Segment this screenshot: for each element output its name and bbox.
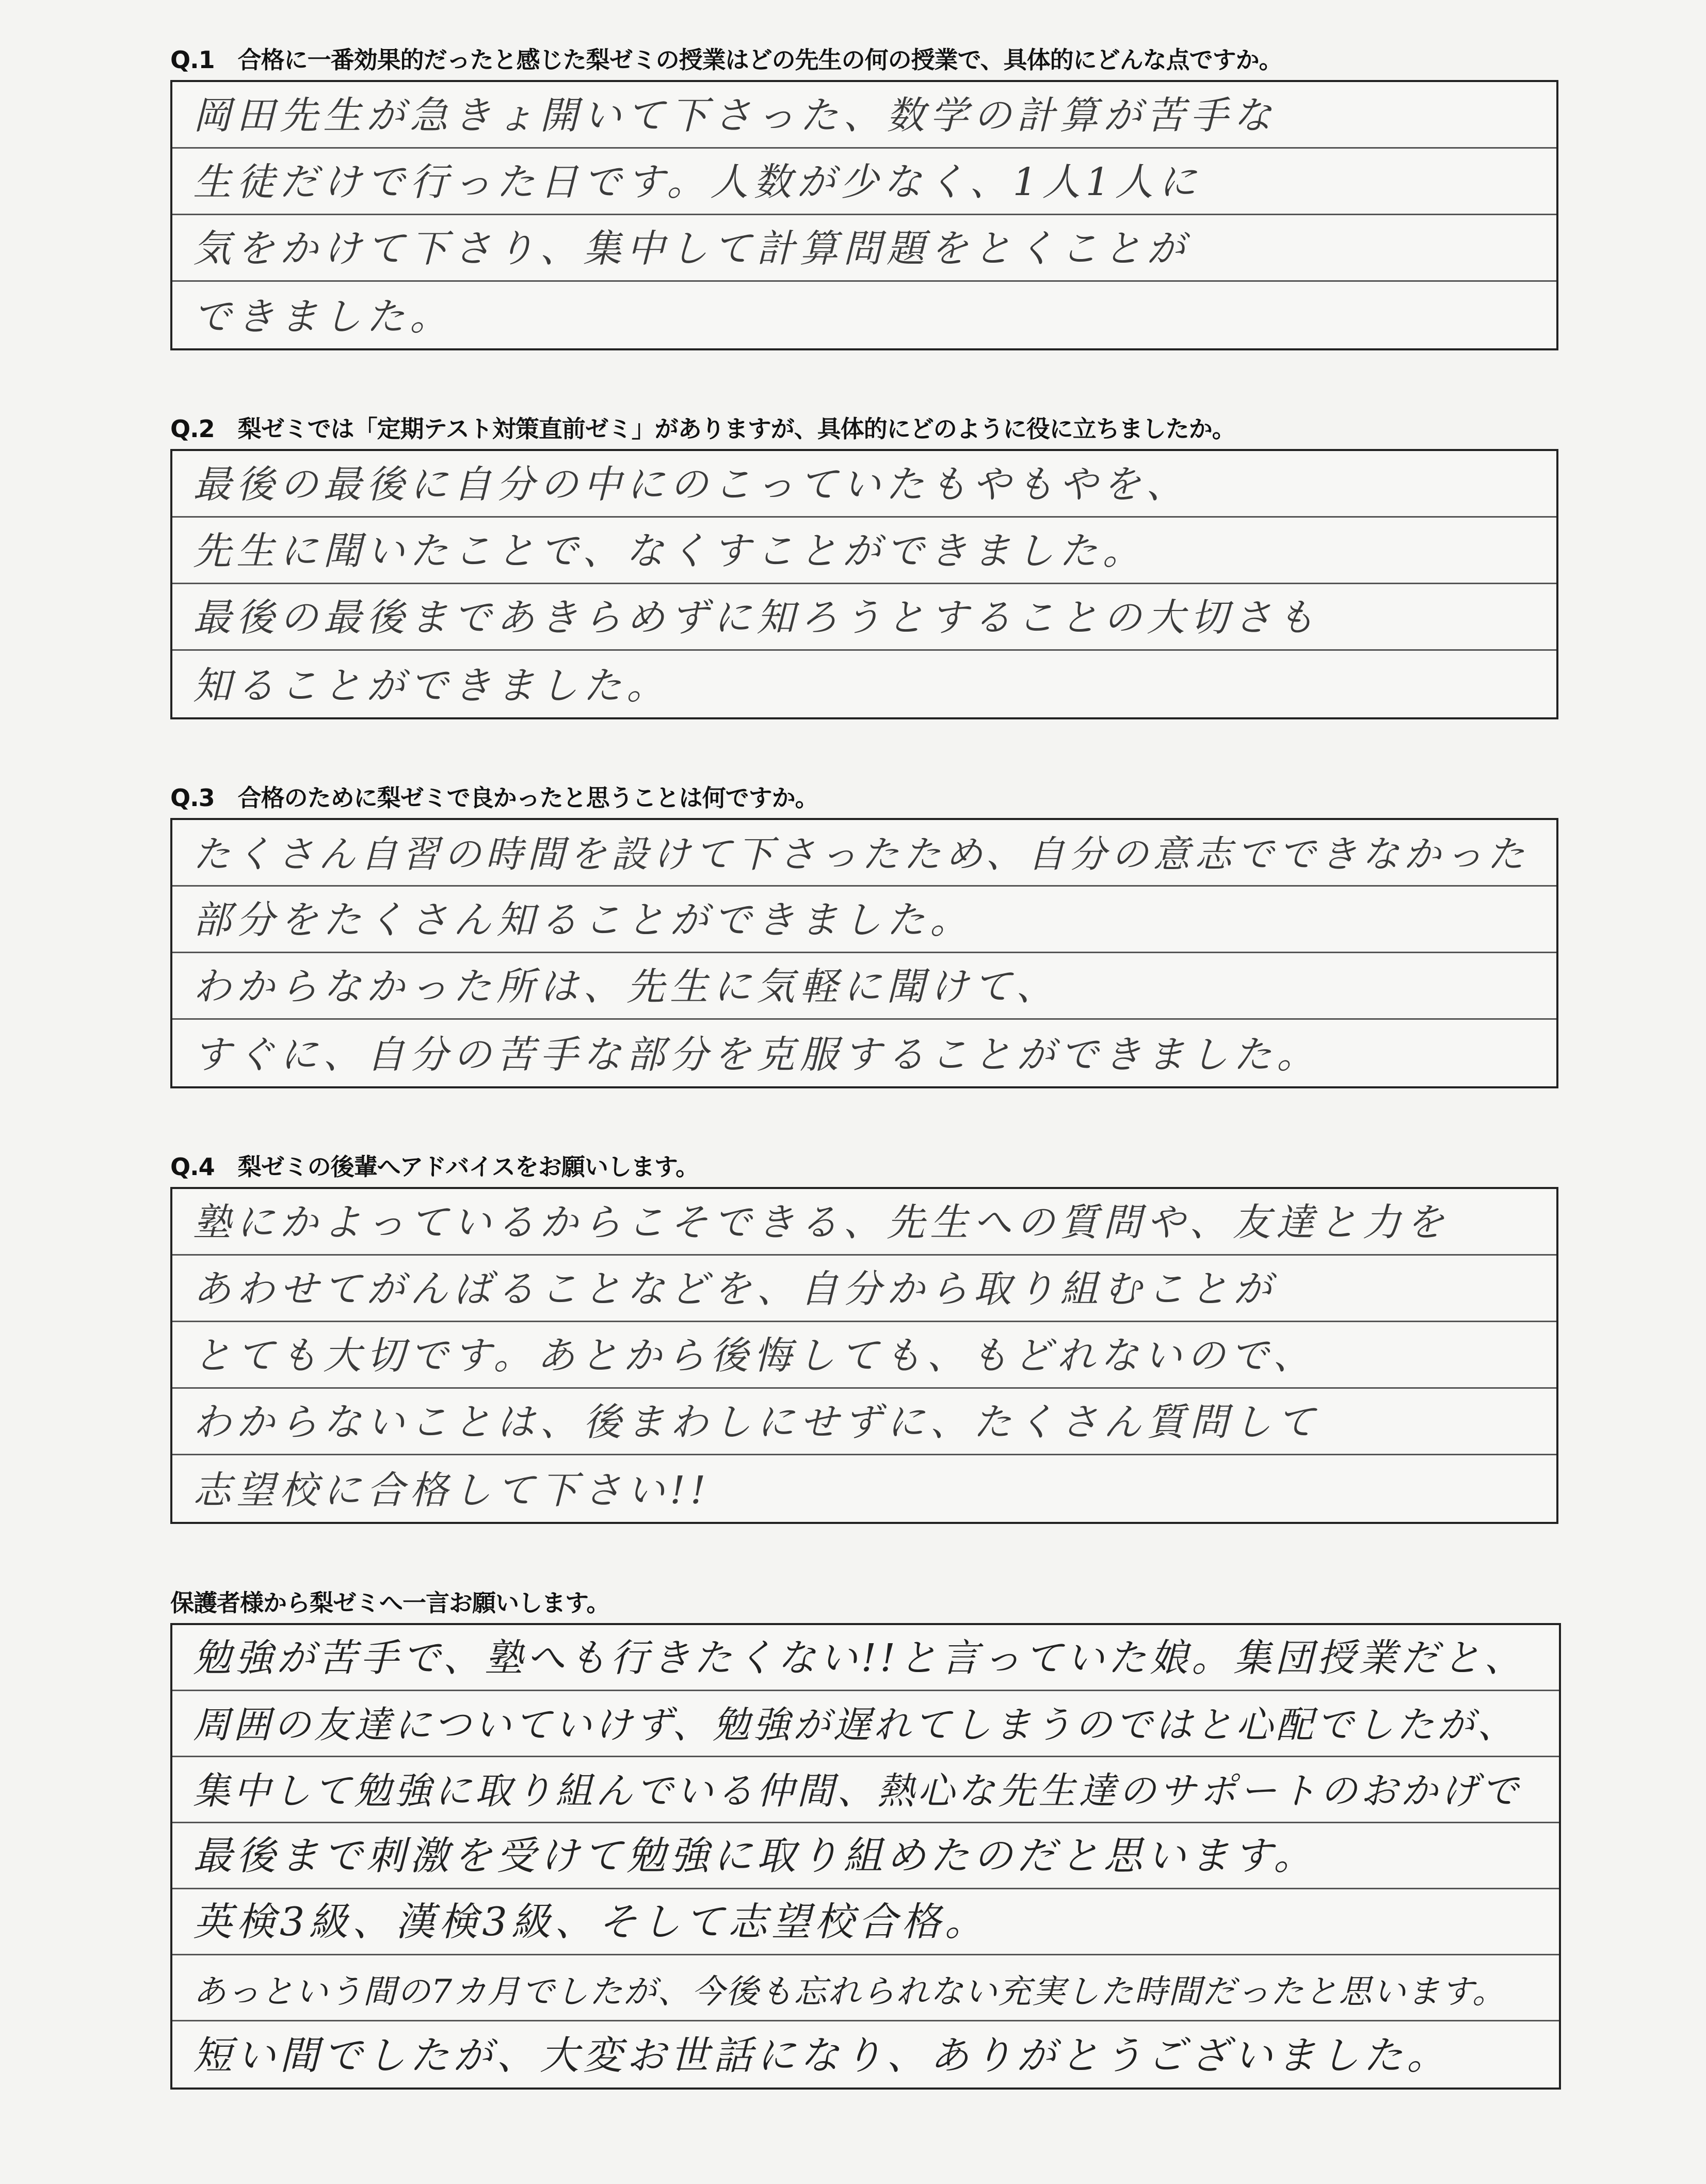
answer-line [172,518,1556,584]
handwritten-answer: 英検3級、漢検3級、そして志望校合格。 [193,1899,988,1945]
handwritten-answer: できました。 [193,295,453,339]
answer-line [172,887,1556,953]
handwritten-answer: とても大切です。あとから後悔しても、もどれないので、 [193,1334,1316,1378]
answer-line [172,1625,1559,1691]
handwritten-answer: 気をかけて下さり、集中して計算問題をとくことが [193,227,1190,271]
answer-line [172,651,1556,717]
answer-line [172,1455,1556,1522]
handwritten-answer: 短い間でしたが、大変お世話になり、ありがとうございました。 [193,2032,1450,2078]
answer-line [172,584,1556,651]
answer-line [172,149,1556,215]
handwritten-answer: 先生に聞いたことで、なくすことができました。 [193,529,1146,573]
question-heading-q2: Q.2 梨ゼミでは「定期テスト対策直前ゼミ」がありますが、具体的にどのように役に立ちましたか。 [170,415,1235,443]
answer-line [172,1189,1556,1256]
answer-line [172,451,1556,518]
answer-line [172,1757,1559,1823]
handwritten-answer: 塾にかよっているからこそできる、先生への質問や、友達と力を [193,1200,1450,1245]
handwritten-answer: 志望校に合格して下さい!! [193,1468,711,1513]
handwritten-answer: 勉強が苦手で、塾へも行きたくない!!と言っていた娘。集団授業だと、 [193,1636,1526,1680]
handwritten-answer: 最後の最後に自分の中にのこっていたもやもやを、 [193,462,1189,507]
handwritten-answer: 生徒だけで行った日です。人数が少なく、1人1人に [193,160,1202,204]
answer-line [172,1955,1559,2021]
answer-line [172,2021,1559,2087]
handwritten-answer: 岡田先生が急きょ開いて下さった、数学の計算が苦手な [193,93,1277,138]
question-heading-q3: Q.3 合格のために梨ゼミで良かったと思うことは何ですか。 [170,784,818,812]
handwritten-answer: 周囲の友達についていけず、勉強が遅れてしまうのではと心配でしたが、 [193,1703,1518,1746]
answer-line [172,282,1556,348]
answer-line [172,1020,1556,1086]
answer-box-q3 [170,818,1558,1088]
answer-line [172,1889,1559,1955]
handwritten-answer: わからないことは、後まわしにせずに、たくさん質問して [193,1400,1320,1444]
answer-line [172,1389,1556,1455]
question-heading-parent: 保護者様から梨ゼミへ一言お願いします。 [170,1589,610,1617]
answer-line [172,82,1556,149]
answer-line [172,953,1556,1020]
handwritten-answer: 集中して勉強に取り組んでいる仲間、熱心な先生達のサポートのおかげで [193,1769,1522,1812]
answer-line [172,1322,1556,1389]
answer-line [172,1691,1559,1757]
handwritten-answer: 最後まで刺激を受けて勉強に取り組めたのだと思います。 [193,1833,1317,1878]
answer-box-parent [170,1623,1561,2090]
answer-box-q1 [170,80,1558,350]
handwritten-answer: わからなかった所は、先生に気軽に聞けて、 [193,965,1059,1009]
answer-line [172,215,1556,282]
handwritten-answer: たくさん自習の時間を設けて下さったため、自分の意志でできなかった [193,832,1530,876]
answer-line [172,820,1556,887]
answer-line [172,1256,1556,1322]
handwritten-answer: 最後の最後まであきらめずに知ろうとすることの大切さも [193,596,1320,640]
question-heading-q1: Q.1 合格に一番効果的だったと感じた梨ゼミの授業はどの先生の何の授業で、具体的にどんな点ですか。 [170,46,1282,74]
question-heading-q4: Q.4 梨ゼミの後輩へアドバイスをお願いします。 [170,1153,699,1181]
answer-box-q4 [170,1187,1558,1524]
answer-line [172,1823,1559,1889]
answer-box-q2 [170,449,1558,719]
handwritten-answer: あっという間の7カ月でしたが、今後も忘れられない充実した時間だったと思います。 [193,1973,1506,2011]
handwritten-answer: あわせてがんばることなどを、自分から取り組むことが [193,1267,1277,1311]
handwritten-answer: 知ることができました。 [193,664,670,708]
handwritten-answer: 部分をたくさん知ることができました。 [193,898,973,942]
handwritten-answer: すぐに、自分の苦手な部分を克服することができました。 [193,1033,1320,1077]
